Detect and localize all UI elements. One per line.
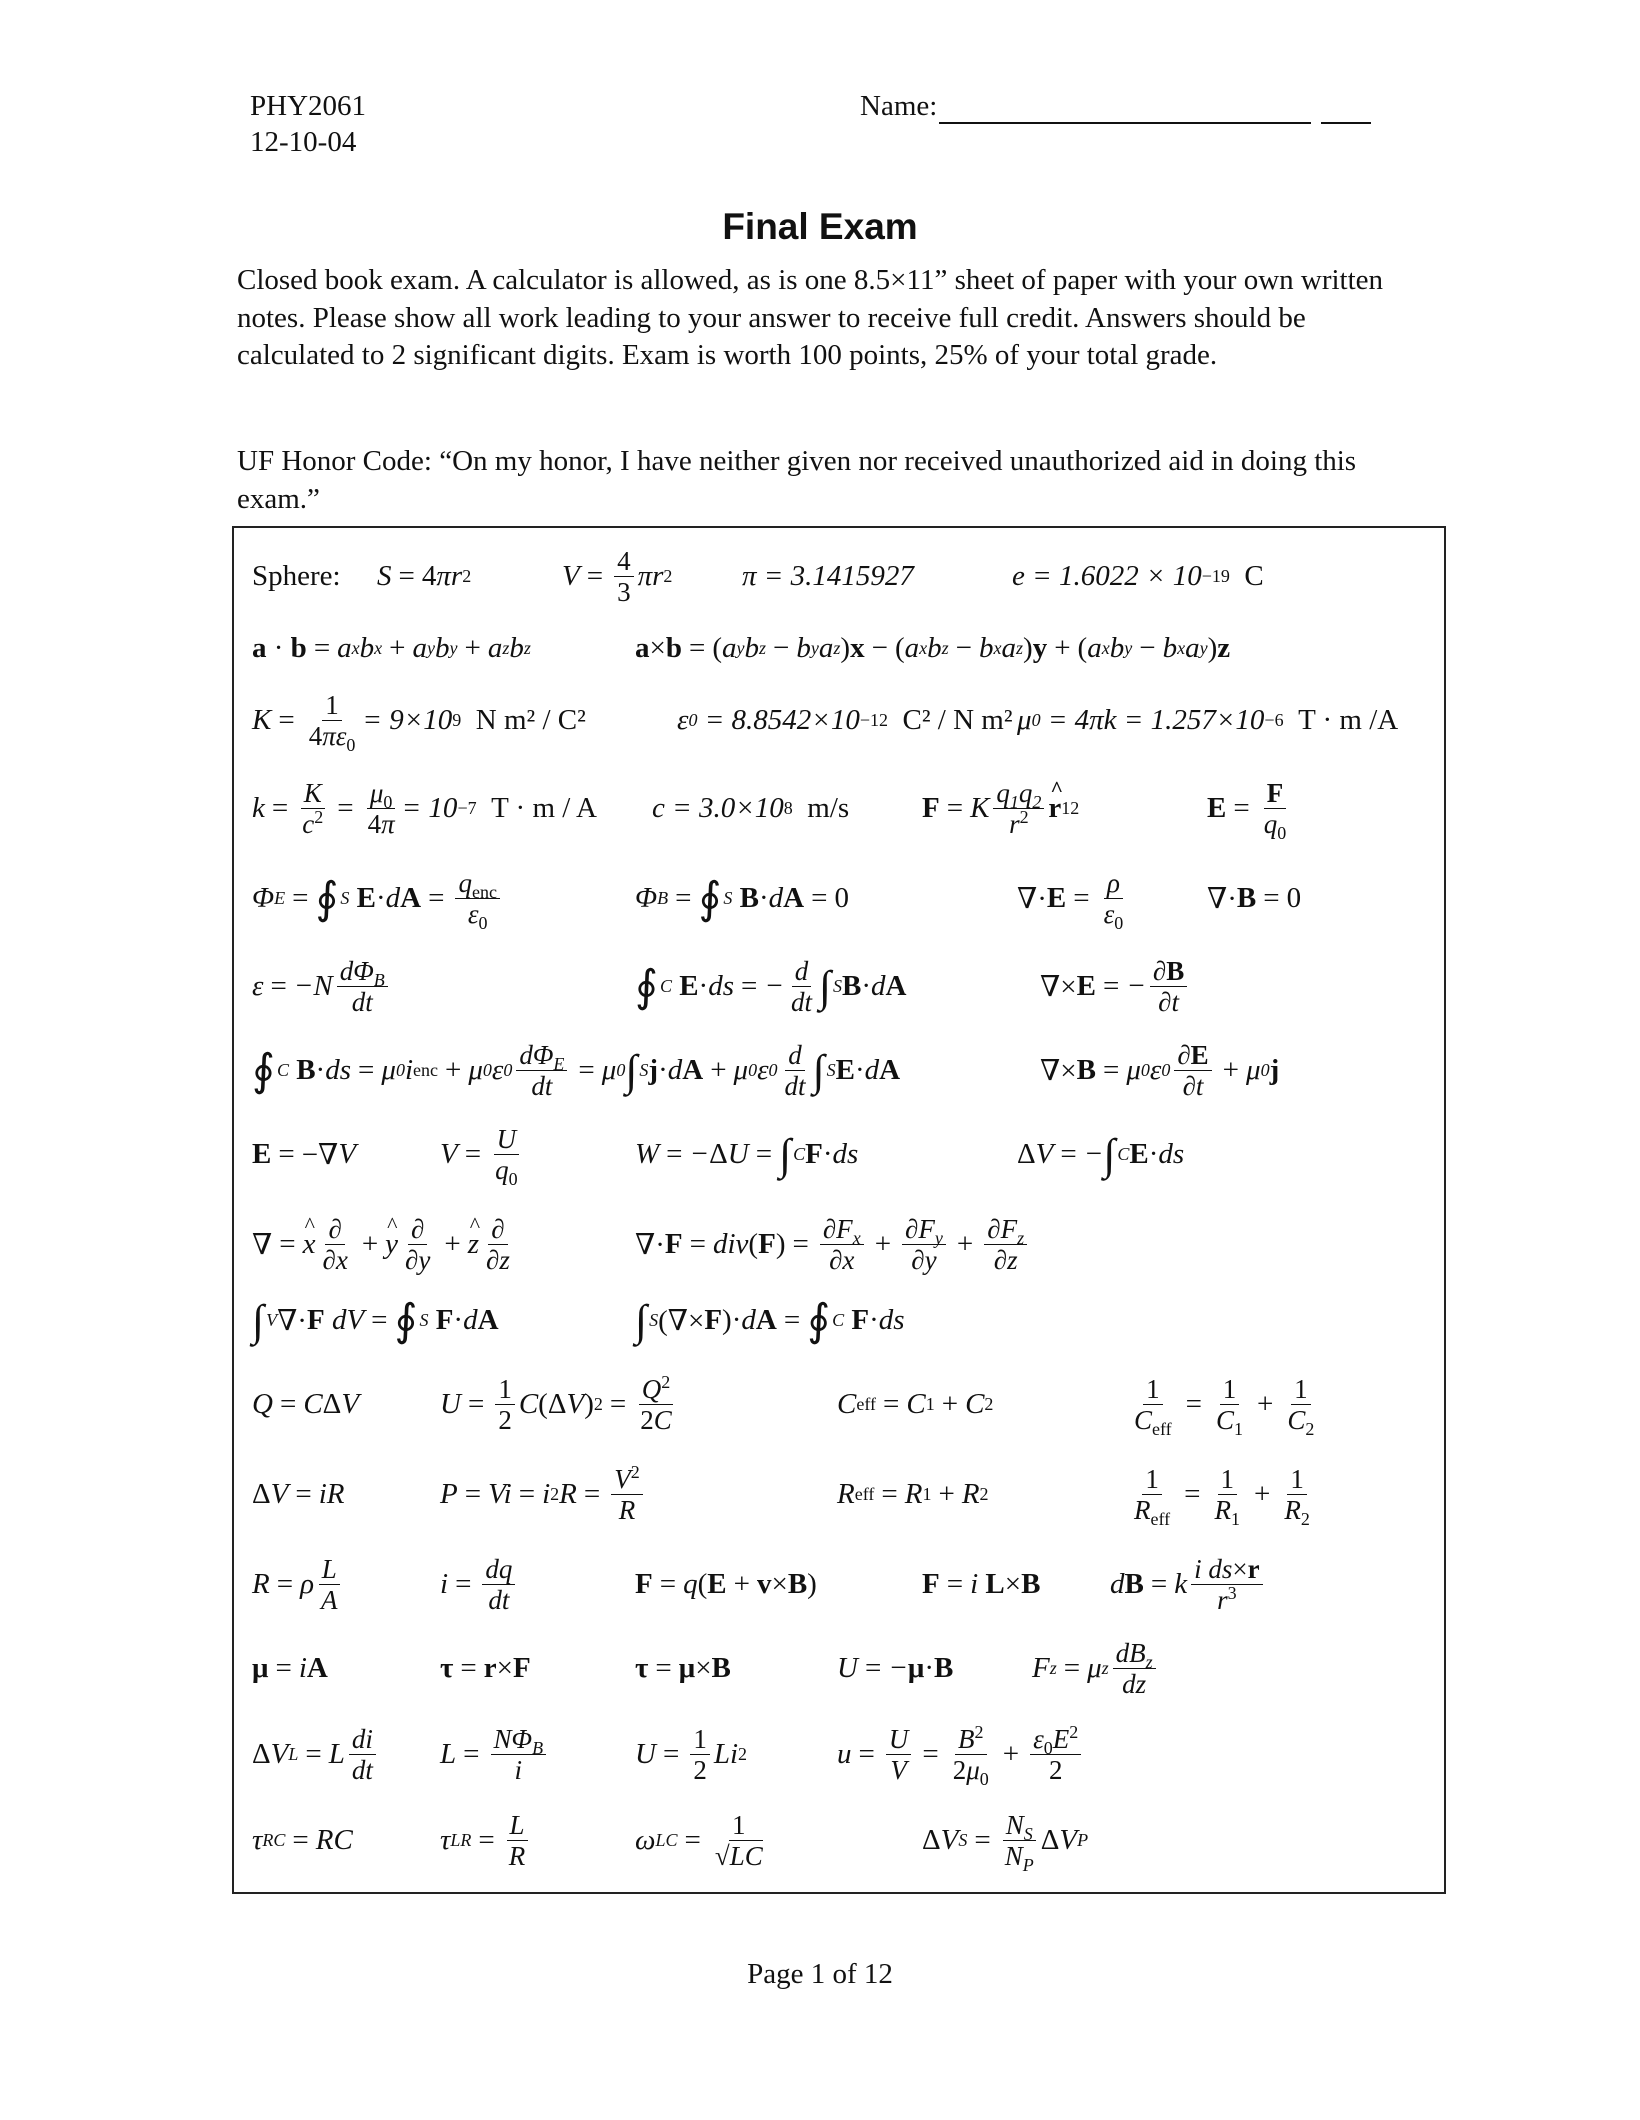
stokes-theorem: ∫ S (∇× F )· d A = ∮ C F · ds bbox=[635, 1295, 905, 1345]
formula-row-sphere bbox=[252, 536, 1426, 616]
inductance: L = $\frac{N\Phi_B}{i}$ bbox=[440, 1714, 550, 1794]
name-blank[interactable] bbox=[939, 94, 1311, 124]
faraday-emf: ε = −N $\frac{d\Phi_B}{dt}$ bbox=[252, 946, 392, 1026]
lc-frequency: ω LC = $\frac{1}{√LC}$ bbox=[635, 1809, 763, 1871]
formula-row-theorems bbox=[252, 1280, 1426, 1360]
formula-row-capacitors bbox=[252, 1364, 1426, 1444]
gauss-law-b: Φ B = ∮ S B · d A = 0 bbox=[635, 873, 849, 923]
permittivity: ε 0 = 8.8542×10 −12 C² / N m² bbox=[677, 703, 1013, 736]
wire-force: F = i L × B bbox=[922, 1567, 1041, 1600]
formula-row-dipole bbox=[252, 1628, 1426, 1708]
dipole-torque: τ = μ × B bbox=[635, 1651, 731, 1684]
lr-time-constant: τ LR = $\frac{L}{R}$ bbox=[440, 1800, 532, 1880]
work-energy: W = − Δ U = ∫ C F · ds bbox=[635, 1129, 859, 1179]
div-e: ∇· E = $\frac{\rho}{\varepsilon_0}$ bbox=[1017, 867, 1124, 933]
lorentz-force: F = q ( E + v × B ) bbox=[635, 1567, 817, 1600]
formula-row-constants bbox=[252, 680, 1426, 760]
divergence: ∇· F = div ( F ) = $\frac{\partial F_x}{\partial x}$ + $\frac{\partial F_y}{\partial y}$ + $\frac{\partial F_z}{\partial z}$ bbox=[635, 1204, 1031, 1284]
formula-row-time-constants bbox=[252, 1800, 1426, 1880]
cross-product: a × b = ( a y b z − b y a z ) x − ( a x b z − b x a z ) y + ( a x b y − b x a y ) z bbox=[635, 631, 1231, 664]
page-title: Final Exam bbox=[722, 206, 918, 247]
formula-row-inductance bbox=[252, 1714, 1426, 1794]
coulomb-constant: K = $\frac{1}{4\pi\varepsilon_0}$ = 9×10 9 N m² / C² bbox=[252, 689, 586, 755]
gauss-law-e: Φ E = ∮ S E · d A = $\frac{q_{enc}}{\varepsilon_0}$ bbox=[252, 858, 504, 938]
faraday-integral: ∮ C E · ds = − $\frac{d}{dt}$ ∫ S B · d A bbox=[635, 955, 907, 1017]
torque: τ = r × F bbox=[440, 1651, 531, 1684]
formula-row-vectors bbox=[252, 608, 1426, 688]
capacitors-parallel: C eff = C 1 + C 2 bbox=[837, 1387, 994, 1420]
resistors-parallel: $\frac{1}{R_{eff}}$ = $\frac{1}{R_1}$ + $\frac{1}{R_2}$ bbox=[1134, 1463, 1310, 1529]
potential-difference: Δ V = − ∫ C E · ds bbox=[1017, 1129, 1185, 1179]
exam-date: 12-10-04 bbox=[250, 126, 357, 158]
ohms-law: Δ V = iR bbox=[252, 1477, 345, 1510]
resistance: R = ρ $\frac{L}{A}$ bbox=[252, 1544, 345, 1624]
sphere-volume: V = $\frac{4}{3}$ πr 2 bbox=[562, 545, 673, 607]
name-label: Name: bbox=[860, 90, 938, 122]
coulomb-force: F = K $\frac{q_1q_2}{r^2}$ ^ r 12 bbox=[922, 768, 1079, 848]
rc-time-constant: τ RC = RC bbox=[252, 1823, 353, 1856]
honor-code: UF Honor Code: “On my honor, I have neither given nor received unauthorized aid in doing this exam.” bbox=[237, 445, 1357, 515]
magnetic-constant: k = $\frac{K}{c^2}$ = $\frac{\mu_0}{4\pi}$ = 10 −7 T · m / A bbox=[252, 777, 597, 839]
inductor-voltage: Δ V L = L $\frac{di}{dt}$ bbox=[252, 1714, 380, 1794]
div-b: ∇· B = 0 bbox=[1207, 881, 1302, 915]
transformer: Δ V S = $\frac{N_S}{N_P}$ Δ V P bbox=[922, 1809, 1089, 1875]
name-blank-short[interactable] bbox=[1321, 94, 1371, 124]
page-number: Page 1 of 12 bbox=[747, 1958, 893, 1990]
formula-row-del bbox=[252, 1204, 1426, 1284]
capacitance: Q = C Δ V bbox=[252, 1387, 360, 1420]
curl-e: ∇× E = − $\frac{\partial B}{\partial t}$ bbox=[1040, 946, 1191, 1026]
formula-row-potential bbox=[252, 1114, 1426, 1194]
divergence-theorem: ∫ V ∇· F dV = ∮ S F · d A bbox=[252, 1295, 499, 1345]
capacitors-series: $\frac{1}{C_{eff}}$ = $\frac{1}{C_1}$ + $\frac{1}{C_2}$ bbox=[1134, 1373, 1315, 1439]
ampere-maxwell-integral: ∮ C B · ds = μ 0 i enc + μ 0 ε 0 $\frac{d\Phi_E}{dt}$ = μ 0 ∫ S j · d A + μ 0 ε 0 $\frac{d}{dt}$ ∫ S E · d A bbox=[252, 1039, 901, 1101]
del-operator: ∇ = ^ x $\frac{\partial}{\partial x}$ + ^ y $\frac{\partial}{\partial y}$ + ^ z $\frac{\partial}{\partial z}$ bbox=[252, 1204, 517, 1284]
formula-row-gauss bbox=[252, 858, 1426, 938]
biot-savart: d B = k $\frac{\text{i ds×r}}{r^3}$ bbox=[1110, 1544, 1267, 1624]
current: i = $\frac{dq}{dt}$ bbox=[440, 1544, 519, 1624]
e-gradient: E = −∇ V bbox=[252, 1137, 357, 1171]
name-field[interactable] bbox=[860, 88, 1371, 124]
formula-row-ampere bbox=[252, 1030, 1426, 1110]
electron-charge: e = 1.6022 × 10 −19 C bbox=[1012, 559, 1264, 592]
instructions: Closed book exam. A calculator is allowed, as is one 8.5×11” sheet of paper with your own written notes. Please show all work leading to your answer to receive full credit. Answers should be calculated to 2 significant digits. Exam is worth 100 points, 25% of your total grade. bbox=[237, 264, 1384, 371]
magnetic-moment: μ = i A bbox=[252, 1651, 328, 1684]
course-code: PHY2061 bbox=[250, 90, 367, 122]
formula-row-current bbox=[252, 1544, 1426, 1624]
curl-b: ∇× B = μ 0 ε 0 $\frac{\partial E}{\partial t}$ + μ 0 j bbox=[1040, 1039, 1280, 1101]
power: P = Vi = i 2 R = $\frac{V^2}{R}$ bbox=[440, 1454, 647, 1534]
formula-row-resistors bbox=[252, 1454, 1426, 1534]
dipole-energy: U = − μ · B bbox=[837, 1651, 954, 1684]
energy-density: u = $\frac{U}{V}$ = $\frac{B^2}{2\mu_0}$ + $\frac{\varepsilon_0E^2}{2}$ bbox=[837, 1714, 1085, 1794]
speed-of-light: c = 3.0×10 8 m/s bbox=[652, 791, 850, 824]
inductor-energy: U = $\frac{1}{2}$ Li 2 bbox=[635, 1723, 747, 1785]
dot-product: a · b = a x b x + a y b y + a z b z bbox=[252, 631, 531, 664]
pi-constant: π = 3.1415927 bbox=[742, 559, 914, 592]
dipole-force: F z = μ z $\frac{dB_z}{dz}$ bbox=[1032, 1628, 1160, 1708]
permeability: μ 0 = 4πk = 1.257×10 −6 T · m /A bbox=[1017, 703, 1399, 736]
sphere-label: Sphere: bbox=[252, 559, 341, 592]
electric-field-def: E = $\frac{F}{q_0}$ bbox=[1207, 777, 1287, 843]
resistors-series: R eff = R 1 + R 2 bbox=[837, 1477, 989, 1510]
formula-row-k bbox=[252, 768, 1426, 848]
formula-sheet bbox=[232, 526, 1446, 1894]
sphere-area: S = 4 πr 2 bbox=[377, 559, 472, 592]
potential-def: V = $\frac{U}{q_0}$ bbox=[440, 1123, 518, 1189]
capacitor-energy: U = $\frac{1}{2}$ C (Δ V ) 2 = $\frac{Q^2}{2C}$ bbox=[440, 1371, 672, 1435]
formula-row-faraday bbox=[252, 946, 1426, 1026]
